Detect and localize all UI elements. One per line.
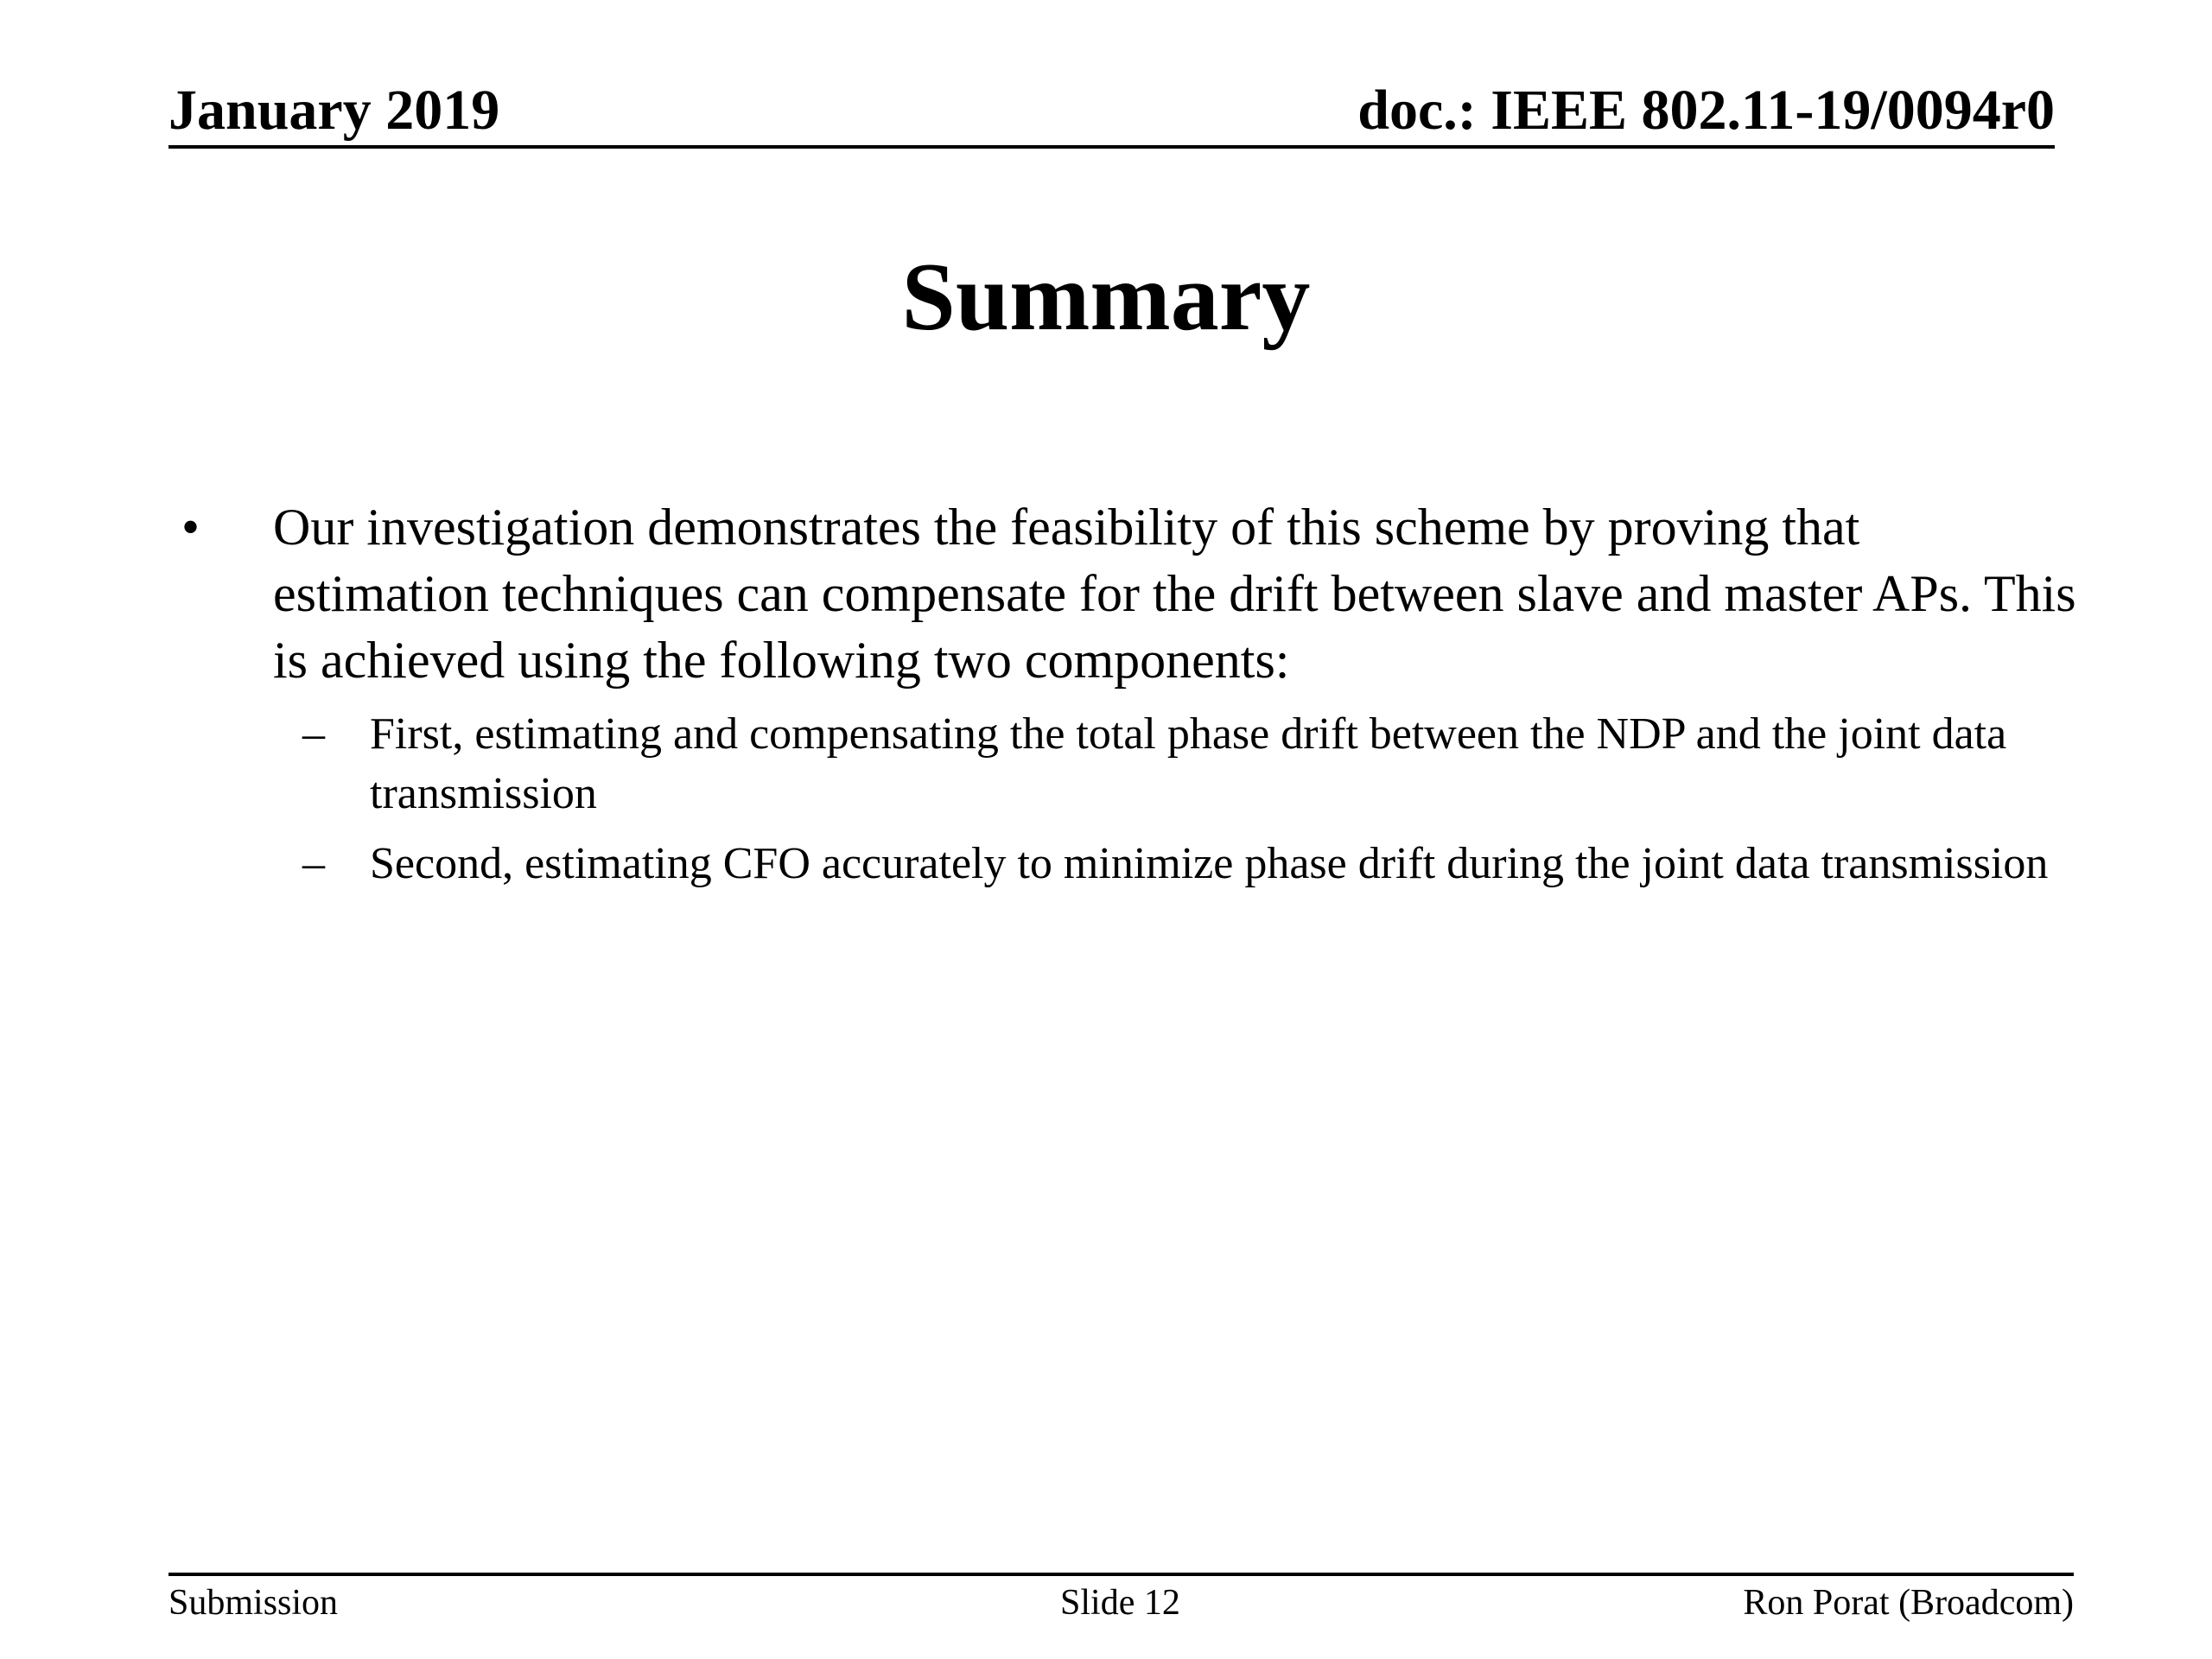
- sub-bullet-text: Second, estimating CFO accurately to minimize phase drift during the joint data transmission: [370, 839, 2049, 888]
- sub-bullet-item: [181, 704, 2082, 823]
- sub-bullet-item: [181, 834, 2082, 893]
- sub-bullet-marker: –: [302, 839, 325, 888]
- footer-rule: [168, 1573, 2074, 1576]
- sub-bullet-marker: –: [302, 709, 325, 759]
- footer-submission: Submission: [168, 1583, 339, 1623]
- sub-bullet-text: First, estimating and compensating the total phase drift between the NDP and the joint data transmission: [370, 709, 2007, 818]
- header-doc-id: doc.: IEEE 802.11-19/0094r0: [1357, 79, 2055, 142]
- header-rule: [168, 145, 2055, 149]
- footer-author: Ron Porat (Broadcom): [1743, 1583, 2074, 1623]
- sub-bullet-list: [181, 704, 2082, 893]
- footer-slide-number: Slide 12: [1060, 1583, 1180, 1623]
- header-date: January 2019: [168, 79, 500, 142]
- slide-body: [181, 494, 2082, 904]
- bullet-text: Our investigation demonstrates the feasibility of this scheme by proving that estimation techniques can compensate for the drift between slave and master APs. This is achieved using the following two components:: [273, 499, 2076, 689]
- bullet-item: [181, 494, 2082, 694]
- bullet-marker: •: [181, 499, 200, 556]
- slide-title: Summary: [901, 244, 1311, 351]
